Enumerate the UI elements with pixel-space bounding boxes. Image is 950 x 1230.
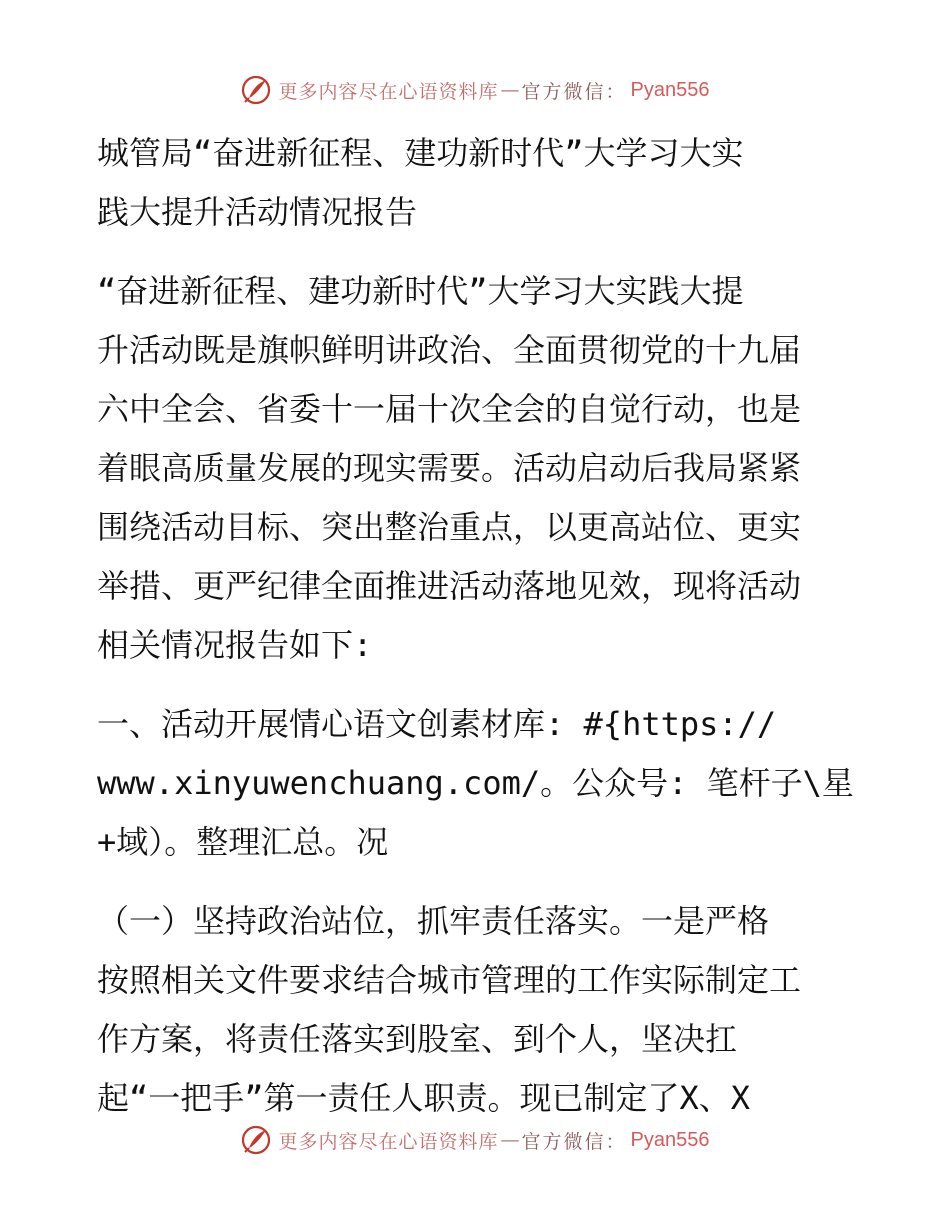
footer-watermark-banner: [0, 1120, 950, 1160]
watermark-lead-text: 更多内容尽在心语资料库: [278, 80, 499, 103]
section-line: www.xinyuwenchuang.com/。公众号: 笔杆子\星: [97, 764, 854, 802]
paragraph-line: 围绕活动目标、突出整治重点，以更高站位、更实: [97, 508, 802, 546]
watermark-colon: ：: [605, 80, 625, 103]
title-line: 践大提升活动情况报告: [97, 193, 418, 231]
feather-pen-logo-icon: [240, 74, 272, 106]
watermark-wechat-label: 官方微信: [521, 80, 606, 103]
section-line: 一、活动开展情心语文创素材库: #{https://: [97, 705, 777, 743]
paragraph-line: “奋进新征程、建功新时代”大学习大实践大提: [97, 272, 744, 310]
feather-pen-logo-icon: [240, 1124, 272, 1156]
paragraph-line: 作方案，将责任落实到股室、到个人，坚决扛: [97, 1020, 738, 1058]
section-line: +域）。整理汇总。况: [97, 823, 389, 861]
watermark-account: Pyan556: [630, 78, 710, 101]
paragraph-line: 着眼高质量发展的现实需要。活动启动后我局紧紧: [97, 449, 802, 487]
document-title: [97, 124, 857, 242]
paragraph-line: 相关情况报告如下:: [97, 626, 373, 664]
header-watermark-banner: [0, 70, 950, 110]
subsection-paragraph-1: [97, 892, 857, 1128]
document-body: [97, 124, 857, 1128]
paragraph-line: 举措、更严纪律全面推进活动落地见效，现将活动: [97, 567, 802, 605]
section-heading-1: [97, 695, 857, 872]
title-line: 城管局“奋进新征程、建功新时代”大学习大实: [97, 134, 744, 172]
watermark-dash: —: [500, 1129, 520, 1151]
watermark-account: Pyan556: [630, 1128, 710, 1151]
intro-paragraph: [97, 262, 857, 675]
paragraph-line: 起“一把手”第一责任人职责。现已制定了X、X: [97, 1079, 751, 1117]
paragraph-line: 升活动既是旗帜鲜明讲政治、全面贯彻党的十九届: [97, 331, 802, 369]
paragraph-line: 六中全会、省委十一届十次全会的自觉行动，也是: [97, 390, 802, 428]
paragraph-line: 按照相关文件要求结合城市管理的工作实际制定工: [97, 961, 802, 999]
watermark-lead-text: 更多内容尽在心语资料库: [278, 1130, 499, 1153]
paragraph-line: （一）坚持政治站位，抓牢责任落实。一是严格: [97, 902, 770, 940]
watermark-colon: ：: [605, 1130, 625, 1153]
watermark-dash: —: [500, 79, 520, 101]
watermark-wechat-label: 官方微信: [521, 1130, 606, 1153]
